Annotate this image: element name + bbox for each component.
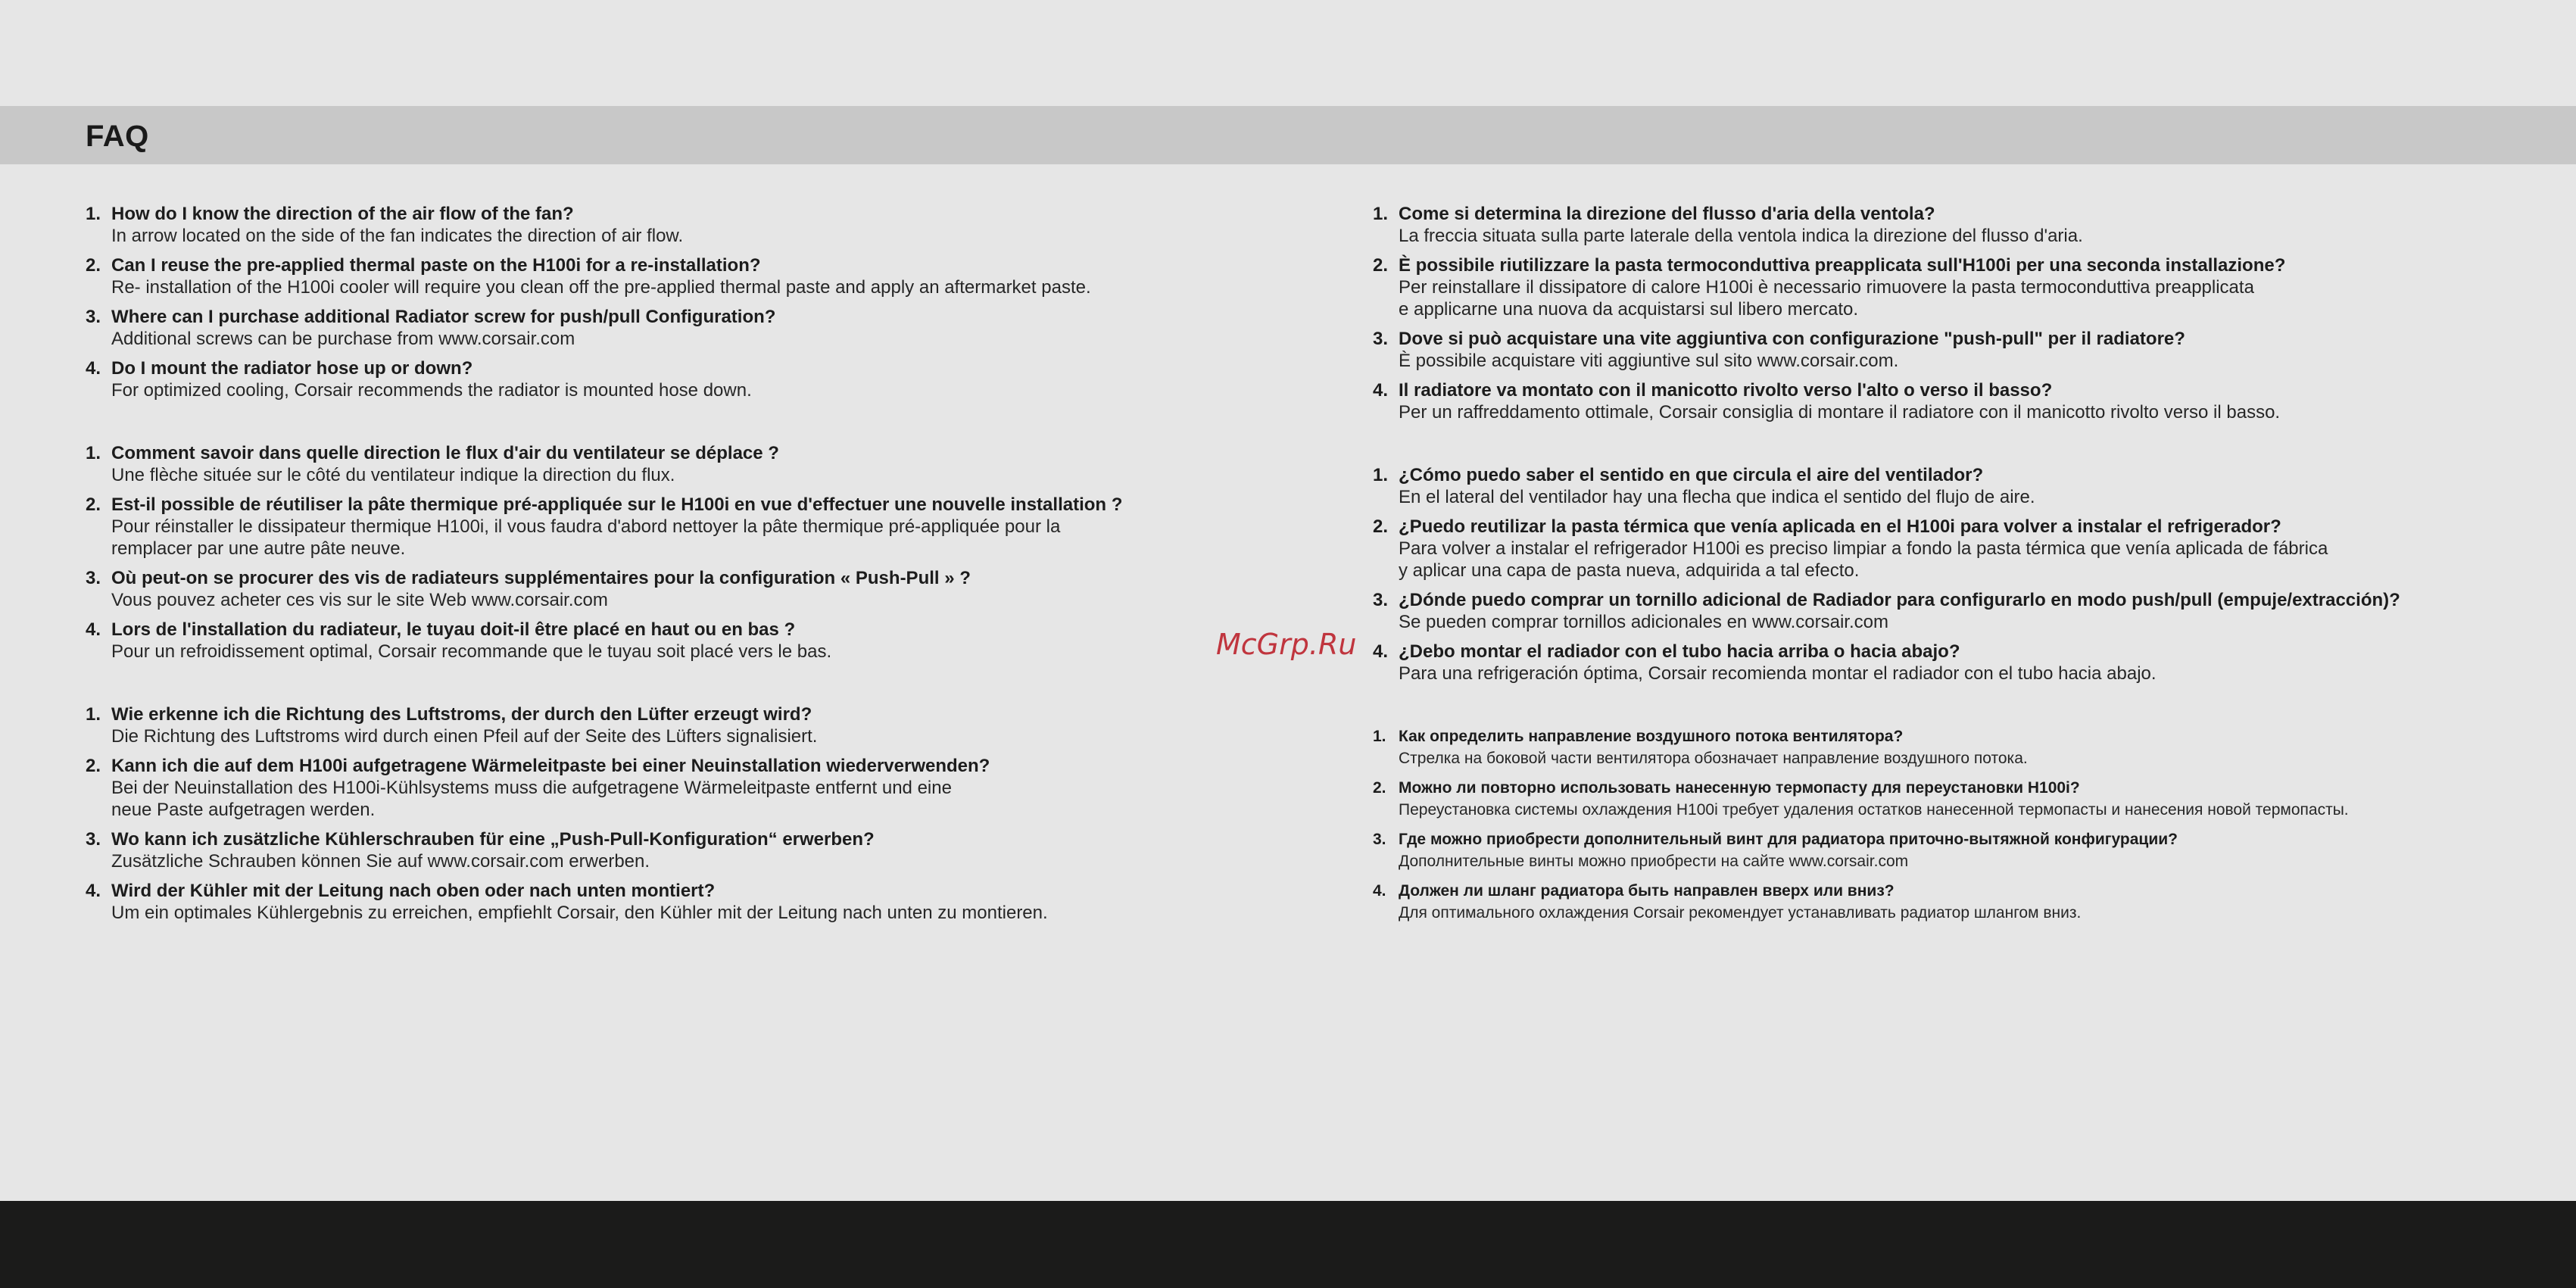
faq-header-band <box>0 106 2576 164</box>
watermark-text: McGrp.Ru <box>1216 628 1357 661</box>
faq-item <box>1373 725 2554 769</box>
faq-answer: Per reinstallare il dissipatore di calore H100i è necessario rimuovere la pasta termoconduttiva preapplicata e applicarne una nuova da acquistarsi sul libero mercato. <box>1399 277 2254 320</box>
faq-question: Можно ли повторно использовать нанесенную термопасту для переустановки H100i? <box>1399 779 2080 797</box>
faq-answer: For optimized cooling, Corsair recommends the radiator is mounted hose down. <box>111 380 752 401</box>
faq-item <box>1373 589 2554 633</box>
faq-question: Lors de l'installation du radiateur, le tuyau doit-il être placé en haut ou en bas ? <box>111 619 796 640</box>
faq-column-left <box>86 203 1267 965</box>
faq-item-number: 4. <box>1373 380 1389 401</box>
faq-item-number: 4. <box>1373 882 1386 900</box>
faq-answer: Дополнительные винты можно приобрести на сайте www.corsair.com <box>1399 853 1909 870</box>
faq-item <box>1373 379 2554 423</box>
faq-item <box>86 306 1267 350</box>
faq-item <box>86 442 1267 486</box>
faq-item-body <box>1399 516 2554 582</box>
faq-answer: Pour réinstaller le dissipateur thermique H100i, il vous faudra d'abord nettoyer la pâte thermique pré-appliquée pour la remplacer par une autre pâte neuve. <box>111 516 1061 559</box>
faq-item-number: 3. <box>86 568 101 588</box>
page-title: FAQ <box>86 120 149 153</box>
faq-answer: Para volver a instalar el refrigerador H100i es preciso limpiar a fondo la pasta térmica que venía aplicada de fábrica y aplicar una capa de pasta nueva, adquirida a tal efecto. <box>1399 538 2328 581</box>
faq-item-number: 1. <box>86 443 101 463</box>
faq-question: Il radiatore va montato con il manicotto rivolto verso l'alto o verso il basso? <box>1399 380 2053 401</box>
faq-answer: Re- installation of the H100i cooler will require you clean off the pre-applied thermal paste and apply an aftermarket paste. <box>111 277 1091 298</box>
faq-answer: È possibile acquistare viti aggiuntive sul sito www.corsair.com. <box>1399 351 1899 371</box>
faq-question: Wie erkenne ich die Richtung des Luftstroms, der durch den Lüfter erzeugt wird? <box>111 704 812 725</box>
faq-answer: Para una refrigeración óptima, Corsair recomienda montar el radiador con el tubo hacia abajo. <box>1399 663 2157 684</box>
faq-item <box>1373 203 2554 247</box>
faq-item-number: 2. <box>86 756 101 776</box>
faq-item-body <box>111 619 1267 663</box>
faq-item-body <box>1399 464 2554 508</box>
faq-item-number: 3. <box>1373 831 1386 848</box>
faq-question: Comment savoir dans quelle direction le flux d'air du ventilateur se déplace ? <box>111 443 779 463</box>
faq-question: ¿Dónde puedo comprar un tornillo adicional de Radiador para configurarlo en modo push/pull (empuje/extracción)? <box>1399 590 2400 610</box>
faq-question: Do I mount the radiator hose up or down? <box>111 358 473 379</box>
faq-item-body <box>1399 777 2554 821</box>
faq-item <box>86 494 1267 560</box>
faq-item <box>86 703 1267 747</box>
faq-item-body <box>111 828 1267 872</box>
faq-answer: En el lateral del ventilador hay una flecha que indica el sentido del flujo de aire. <box>1399 487 2035 507</box>
faq-item-body <box>1399 880 2554 924</box>
faq-question: ¿Puedo reutilizar la pasta térmica que venía aplicada en el H100i para volver a instalar el refrigerador? <box>1399 516 2281 537</box>
faq-item-body <box>111 357 1267 401</box>
faq-item-number: 4. <box>86 358 101 379</box>
faq-answer: Bei der Neuinstallation des H100i-Kühlsystems muss die aufgetragene Wärmeleitpaste entfernt und eine neue Paste aufgetragen werden. <box>111 778 952 820</box>
faq-answer: Se pueden comprar tornillos adicionales en www.corsair.com <box>1399 612 1888 632</box>
faq-group-spanish <box>1373 464 2554 685</box>
faq-answer: Une flèche située sur le côté du ventilateur indique la direction du flux. <box>111 465 675 485</box>
faq-item-body <box>111 494 1267 560</box>
faq-group-german <box>86 703 1267 924</box>
faq-item <box>86 254 1267 298</box>
faq-item <box>86 203 1267 247</box>
footer-bar <box>0 1201 2576 1288</box>
faq-question: Где можно приобрести дополнительный винт для радиатора приточно-вытяжной конфигурации? <box>1399 831 2178 848</box>
faq-question: How do I know the direction of the air flow of the fan? <box>111 204 574 224</box>
faq-item-number: 4. <box>86 619 101 640</box>
faq-answer: Переустановка системы охлаждения H100i требует удаления остатков нанесенной термопасты и нанесения новой термопасты. <box>1399 801 2349 819</box>
faq-item-number: 3. <box>86 829 101 850</box>
faq-item <box>1373 828 2554 872</box>
faq-item <box>86 357 1267 401</box>
faq-group-french <box>86 442 1267 663</box>
faq-answer: Для оптимального охлаждения Corsair рекомендует устанавливать радиатор шлангом вниз. <box>1399 904 2082 922</box>
faq-item-number: 4. <box>86 881 101 901</box>
faq-question: È possibile riutilizzare la pasta termoconduttiva preapplicata sull'H100i per una seconda installazione? <box>1399 255 2286 276</box>
faq-item <box>1373 880 2554 924</box>
faq-item-number: 2. <box>1373 779 1386 797</box>
faq-item-number: 2. <box>1373 516 1389 537</box>
faq-item-body <box>1399 589 2554 633</box>
faq-group-italian <box>1373 203 2554 423</box>
faq-item <box>86 567 1267 611</box>
faq-item-body <box>1399 725 2554 769</box>
faq-item <box>86 755 1267 821</box>
faq-item-body <box>111 567 1267 611</box>
faq-item-body <box>1399 254 2554 320</box>
faq-question: Where can I purchase additional Radiator screw for push/pull Configuration? <box>111 307 776 327</box>
faq-question: Как определить направление воздушного потока вентилятора? <box>1399 728 1904 745</box>
faq-item <box>1373 464 2554 508</box>
faq-answer: Zusätzliche Schrauben können Sie auf www.corsair.com erwerben. <box>111 851 650 872</box>
faq-item-number: 1. <box>1373 204 1389 224</box>
faq-answer: Per un raffreddamento ottimale, Corsair consiglia di montare il radiatore con il manicotto rivolto verso il basso. <box>1399 402 2281 423</box>
faq-group-russian <box>1373 725 2554 924</box>
faq-item <box>1373 516 2554 582</box>
faq-item-number: 1. <box>1373 465 1389 485</box>
faq-item-body <box>111 306 1267 350</box>
faq-item-number: 1. <box>1373 728 1386 745</box>
faq-item-body <box>111 442 1267 486</box>
faq-item <box>86 619 1267 663</box>
faq-answer: La freccia situata sulla parte laterale della ventola indica la direzione del flusso d'aria. <box>1399 226 2083 246</box>
faq-column-right <box>1373 203 2554 965</box>
faq-question: Où peut-on se procurer des vis de radiateurs supplémentaires pour la configuration « Push-Pull » ? <box>111 568 971 588</box>
faq-item <box>1373 777 2554 821</box>
faq-item-number: 2. <box>1373 255 1389 276</box>
faq-item-number: 3. <box>1373 329 1389 349</box>
faq-item-body <box>111 703 1267 747</box>
faq-question: Dove si può acquistare una vite aggiuntiva con configurazione "push-pull" per il radiatore? <box>1399 329 2185 349</box>
faq-item-number: 4. <box>1373 641 1389 662</box>
faq-item-body <box>1399 641 2554 685</box>
faq-item-number: 3. <box>1373 590 1389 610</box>
faq-item <box>86 880 1267 924</box>
faq-question: Come si determina la direzione del flusso d'aria della ventola? <box>1399 204 1935 224</box>
faq-item-body <box>111 880 1267 924</box>
faq-question: Est-il possible de réutiliser la pâte thermique pré-appliquée sur le H100i en vue d'effectuer une nouvelle installation ? <box>111 494 1123 515</box>
faq-question: Can I reuse the pre-applied thermal paste on the H100i for a re-installation? <box>111 255 761 276</box>
faq-question: ¿Debo montar el radiador con el tubo hacia arriba o hacia abajo? <box>1399 641 1960 662</box>
faq-item <box>86 828 1267 872</box>
faq-answer: Pour un refroidissement optimal, Corsair recommande que le tuyau soit placé vers le bas. <box>111 641 832 662</box>
faq-item-body <box>1399 379 2554 423</box>
faq-answer: In arrow located on the side of the fan indicates the direction of air flow. <box>111 226 684 246</box>
faq-item-body <box>1399 203 2554 247</box>
faq-answer: Additional screws can be purchase from www.corsair.com <box>111 329 575 349</box>
faq-item-number: 2. <box>86 494 101 515</box>
faq-answer: Die Richtung des Luftstroms wird durch einen Pfeil auf der Seite des Lüfters signalisiert. <box>111 726 818 747</box>
faq-question: Kann ich die auf dem H100i aufgetragene Wärmeleitpaste bei einer Neuinstallation wiederverwenden? <box>111 756 990 776</box>
faq-item <box>1373 641 2554 685</box>
faq-item-number: 1. <box>86 704 101 725</box>
faq-item-number: 3. <box>86 307 101 327</box>
faq-item <box>1373 328 2554 372</box>
faq-group-english <box>86 203 1267 401</box>
faq-answer: Vous pouvez acheter ces vis sur le site Web www.corsair.com <box>111 590 608 610</box>
faq-item-number: 1. <box>86 204 101 224</box>
faq-item-body <box>111 254 1267 298</box>
faq-answer: Стрелка на боковой части вентилятора обозначает направление воздушного потока. <box>1399 750 2028 767</box>
faq-item <box>1373 254 2554 320</box>
faq-item-number: 2. <box>86 255 101 276</box>
faq-question: Должен ли шланг радиатора быть направлен вверх или вниз? <box>1399 882 1895 900</box>
faq-question: Wo kann ich zusätzliche Kühlerschrauben für eine „Push-Pull-Konfiguration“ erwerben? <box>111 829 875 850</box>
faq-question: Wird der Kühler mit der Leitung nach oben oder nach unten montiert? <box>111 881 716 901</box>
faq-item-body <box>1399 828 2554 872</box>
faq-item-body <box>111 203 1267 247</box>
faq-item-body <box>111 755 1267 821</box>
faq-item-body <box>1399 328 2554 372</box>
faq-question: ¿Cómo puedo saber el sentido en que circula el aire del ventilador? <box>1399 465 1984 485</box>
faq-answer: Um ein optimales Kühlergebnis zu erreichen, empfiehlt Corsair, den Kühler mit der Leitung nach unten zu montieren. <box>111 903 1048 923</box>
